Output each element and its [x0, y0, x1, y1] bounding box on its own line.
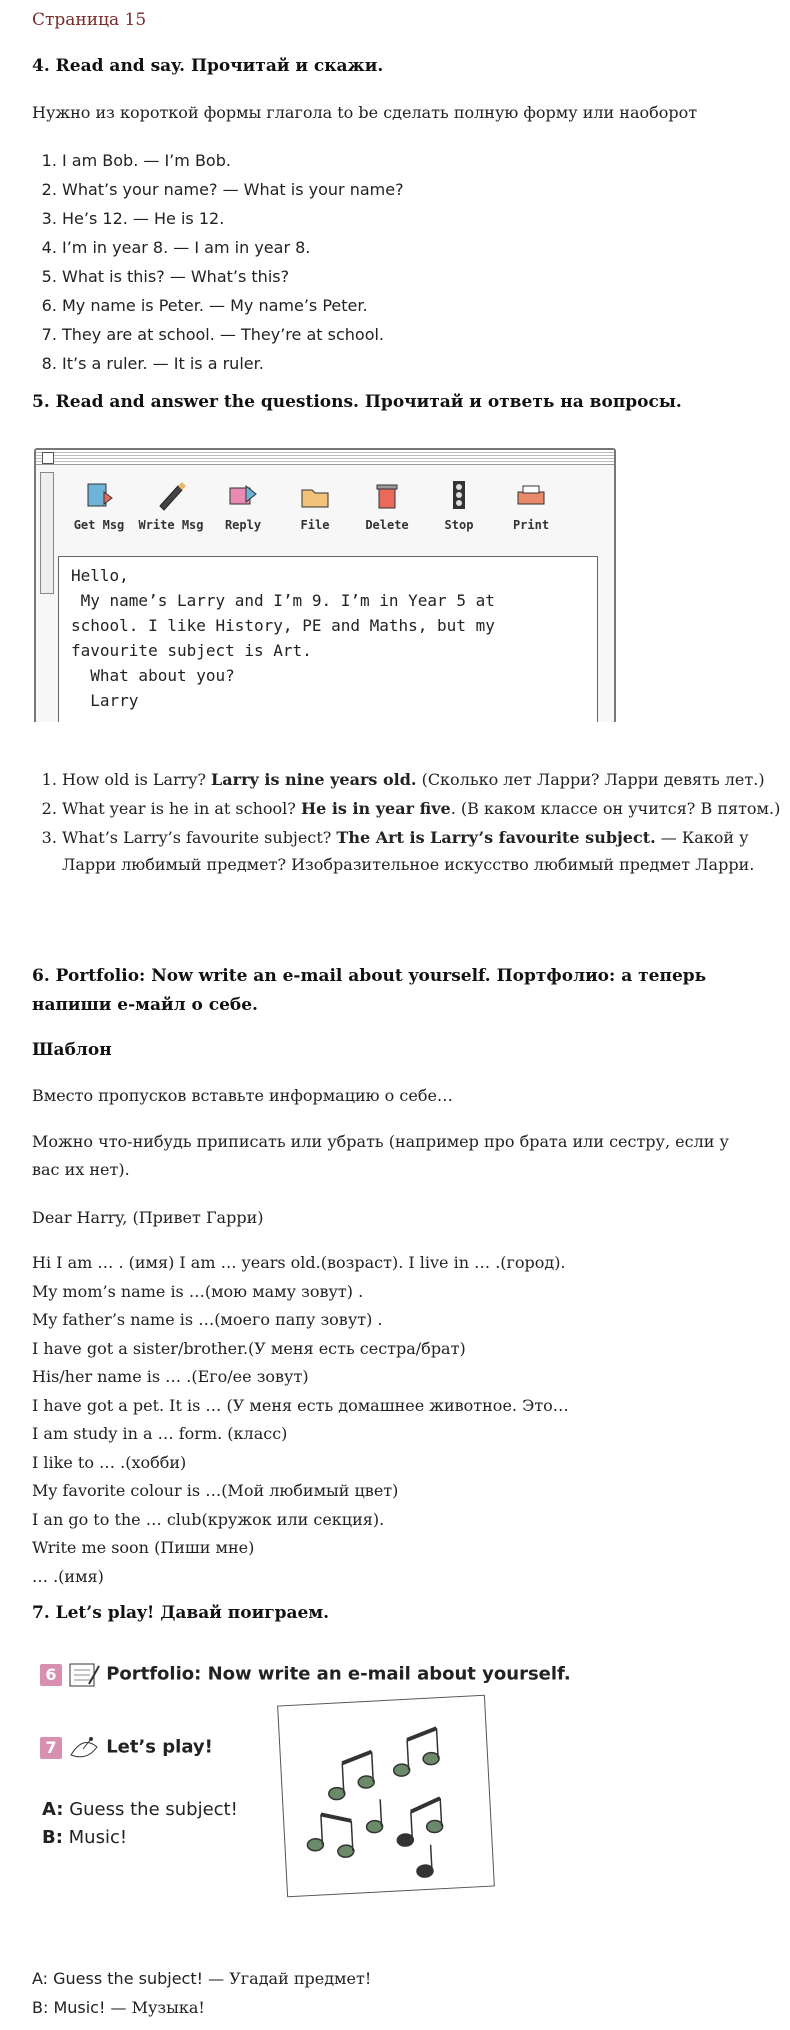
traffic-light-icon — [442, 478, 476, 512]
question: How old is Larry? — [62, 770, 212, 789]
template-line: His/her name is … .(Его/ее зовут) — [32, 1367, 309, 1386]
satellite-dish-icon — [67, 1733, 101, 1763]
book-heading: Portfolio: Now write an e-mail about yourself. — [106, 1663, 571, 1685]
get-msg-tool — [64, 472, 134, 532]
mail-toolbar — [64, 472, 604, 562]
translation: . (В каком классе он учится? В пятом.) — [450, 799, 781, 818]
list-item: 5. What is this? — What’s this? — [62, 262, 404, 291]
book-heading: Let’s play! — [106, 1736, 213, 1758]
write-msg-tool — [136, 472, 206, 532]
answer: The Art is Larry’s favourite subject. — [336, 828, 656, 847]
exercise-number: 6 — [40, 1664, 62, 1686]
get-msg-icon — [82, 478, 116, 512]
page-link[interactable]: Страница 15 — [32, 10, 147, 30]
template-line: … .(имя) — [32, 1566, 104, 1586]
question: What’s Larry’s favourite subject? — [62, 828, 337, 847]
tool-label: File — [300, 518, 330, 532]
book-ex6-heading — [40, 1660, 571, 1690]
ex5-answers — [32, 766, 782, 880]
template-line: My mom’s name is …(мою маму зовут) . — [32, 1281, 364, 1301]
ex5-title: 5. Read and answer the questions. Прочитай и ответь на вопросы. — [32, 392, 682, 412]
template-lines — [32, 1249, 569, 1591]
ex4-list — [32, 146, 404, 378]
list-item: 3. He’s 12. — He is 12. — [62, 204, 404, 233]
close-box-icon — [42, 452, 54, 464]
printer-icon — [514, 478, 548, 512]
dialogue-en: A: Guess the subject! — [32, 1969, 204, 1988]
tool-label: Write Msg — [138, 518, 204, 532]
music-notes-illustration — [277, 1695, 495, 1898]
email-illustration — [34, 448, 616, 722]
ex7-translation — [32, 1964, 371, 2022]
tool-label: Delete — [365, 518, 409, 532]
reply-tool — [208, 472, 278, 532]
template-line: I an go to the … club(кружок или секция). — [32, 1509, 385, 1529]
file-tool — [280, 472, 350, 532]
ex6-title: 6. Portfolio: Now write an e-mail about yourself. Портфолио: а теперь напиши е-майл о себе. — [32, 966, 707, 1015]
dialogue-ru: — Музыка! — [105, 1998, 205, 2017]
list-item: 7. They are at school. — They’re at school. — [62, 320, 404, 349]
list-item — [62, 824, 782, 878]
list-item: 8. It’s a ruler. — It is a ruler. — [62, 349, 404, 378]
speaker-b: B: — [42, 1827, 63, 1848]
tool-label: Get Msg — [73, 518, 125, 532]
stop-tool — [424, 472, 494, 532]
tool-label: Reply — [224, 518, 262, 532]
tool-label: Stop — [444, 518, 474, 532]
answer: Larry is nine years old. — [211, 770, 417, 789]
speaker-a: A: — [42, 1799, 64, 1820]
translation: (Сколько лет Ларри? Ларри девять лет.) — [416, 770, 765, 789]
folder-icon — [298, 478, 332, 512]
ex7-title: 7. Let’s play! Давай поиграем. — [32, 1603, 330, 1623]
book-dialogue — [42, 1796, 238, 1852]
translation-line — [32, 1993, 371, 2022]
template-line: My favorite colour is …(Мой любимый цвет) — [32, 1481, 399, 1500]
greeting: Dear Harry, (Привет Гарри) — [32, 1208, 264, 1227]
reply-icon — [226, 478, 260, 512]
template-line: I have got a sister/brother.(У меня есть сестра/брат) — [32, 1338, 466, 1358]
template-line: I have got a pet. It is … (У меня есть домашнее животное. Это… — [32, 1395, 569, 1415]
answer: He is in year five — [300, 799, 451, 818]
dialogue-line — [42, 1824, 238, 1852]
translation-line — [32, 1964, 371, 1993]
list-item: 4. I’m in year 8. — I am in year 8. — [62, 233, 404, 262]
email-body: Hello, My name’s Larry and I’m 9. I’m in Year 5 at school. I like History, PE and Maths, but my favourite subject is Art. What about you? Larry — [58, 556, 598, 722]
notebook-icon — [67, 1660, 101, 1690]
book-ex7-heading — [40, 1733, 213, 1763]
list-item — [62, 766, 782, 793]
template-line: I am study in a … form. (класс) — [32, 1424, 288, 1443]
template-line: I like to … .(хобби) — [32, 1452, 187, 1472]
template-heading: Шаблон — [32, 1040, 112, 1060]
trash-icon — [370, 478, 404, 512]
template-note-1: Вместо пропусков вставьте информацию о себе… — [32, 1086, 453, 1105]
list-item: 1. I am Bob. — I’m Bob. — [62, 146, 404, 175]
template-line: Hi I am … . (имя) I am … years old.(возраст). I live in … .(город). — [32, 1253, 566, 1272]
template-note-2: Можно что-нибудь приписать или убрать (например про брата или сестру, если у вас их нет). — [32, 1132, 729, 1179]
translation: — Какой у Ларри любимый предмет? Изобразительное искусство любимый предмет Ларри. — [62, 828, 755, 874]
ex4-instruction: Нужно из короткой формы глагола to be сделать полную форму или наоборот — [32, 103, 698, 122]
music-notes-icon — [278, 1696, 494, 1897]
dialogue-ru: — Угадай предмет! — [203, 1969, 372, 1988]
list-item: 6. My name is Peter. — My name’s Peter. — [62, 291, 404, 320]
print-tool — [496, 472, 566, 532]
line-b: Music! — [62, 1827, 128, 1848]
window-scrollbar — [40, 472, 54, 594]
tool-label: Print — [512, 518, 550, 532]
template-line: My father’s name is …(моего папу зовут) . — [32, 1310, 383, 1329]
dialogue-line — [42, 1796, 238, 1824]
list-item: 2. What’s your name? — What is your name? — [62, 175, 404, 204]
list-item — [62, 795, 782, 822]
delete-tool — [352, 472, 422, 532]
template-line: Write me soon (Пиши мне) — [32, 1538, 255, 1557]
exercise-number: 7 — [40, 1737, 62, 1759]
pencil-icon — [154, 478, 188, 512]
window-titlebar — [36, 450, 614, 465]
dialogue-en: B: Music! — [32, 1998, 106, 2017]
ex4-title: 4. Read and say. Прочитай и скажи. — [32, 56, 384, 76]
line-a: Guess the subject! — [63, 1799, 238, 1820]
question: What year is he in at school? — [62, 799, 301, 818]
